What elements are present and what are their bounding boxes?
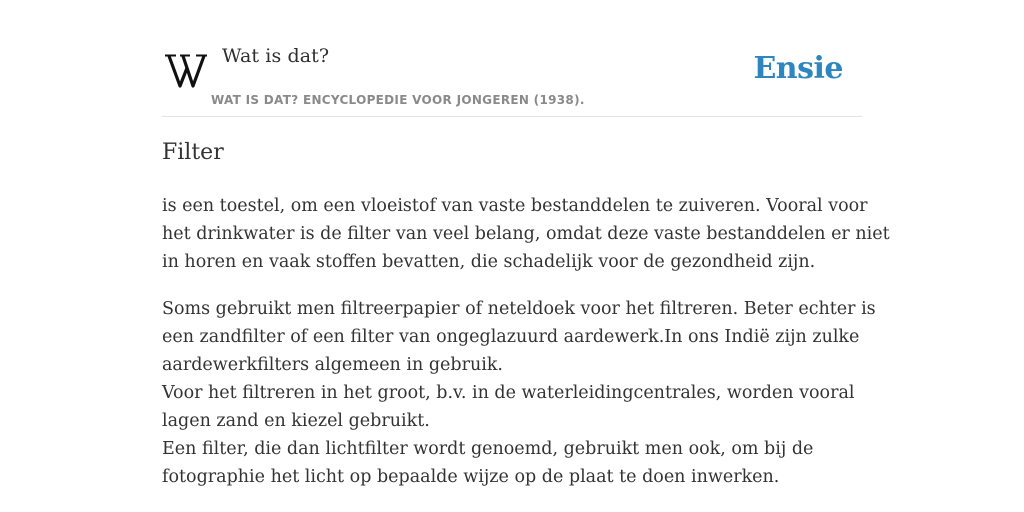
text-line: is een toestel, om een vloeistof van vaste bestanddelen te zuiveren. Vooral voor: [162, 196, 868, 216]
entry-title: Filter: [162, 140, 224, 165]
text-line: Voor het filtreren in het groot, b.v. in de waterleidingcentrales, worden vooral: [162, 383, 855, 403]
entry-body: [162, 192, 890, 510]
text-line: fotographie het licht op bepaalde wijze op de plaat te doen inwerken.: [162, 467, 780, 487]
text-line: een zandfilter of een filter van ongeglazuurd aardewerk.In ons Indië zijn zulke: [162, 327, 860, 347]
source-subtitle: WAT IS DAT? ENCYCLOPEDIE VOOR JONGEREN (1938).: [211, 93, 585, 107]
text-line: in horen en vaak stoffen bevatten, die schadelijk voor de gezondheid zijn.: [162, 252, 816, 272]
text-line: het drinkwater is de filter van veel belang, omdat deze vaste bestanddelen er niet: [162, 224, 890, 244]
text-line: aardewerkfilters algemeen in gebruik.: [162, 355, 503, 375]
entry-page: [162, 0, 890, 512]
brand-logo[interactable]: Ensie: [753, 51, 843, 86]
source-header: [162, 0, 862, 117]
paragraph-1: [162, 192, 890, 276]
wikipedia-w-icon[interactable]: [165, 53, 209, 89]
paragraph-2: [162, 295, 876, 491]
source-title[interactable]: Wat is dat?: [222, 45, 330, 67]
text-line: Soms gebruikt men filtreerpapier of neteldoek voor het filtreren. Beter echter is: [162, 299, 876, 319]
text-line: lagen zand en kiezel gebruikt.: [162, 411, 430, 431]
text-line: Een filter, die dan lichtfilter wordt genoemd, gebruikt men ook, om bij de: [162, 439, 814, 459]
